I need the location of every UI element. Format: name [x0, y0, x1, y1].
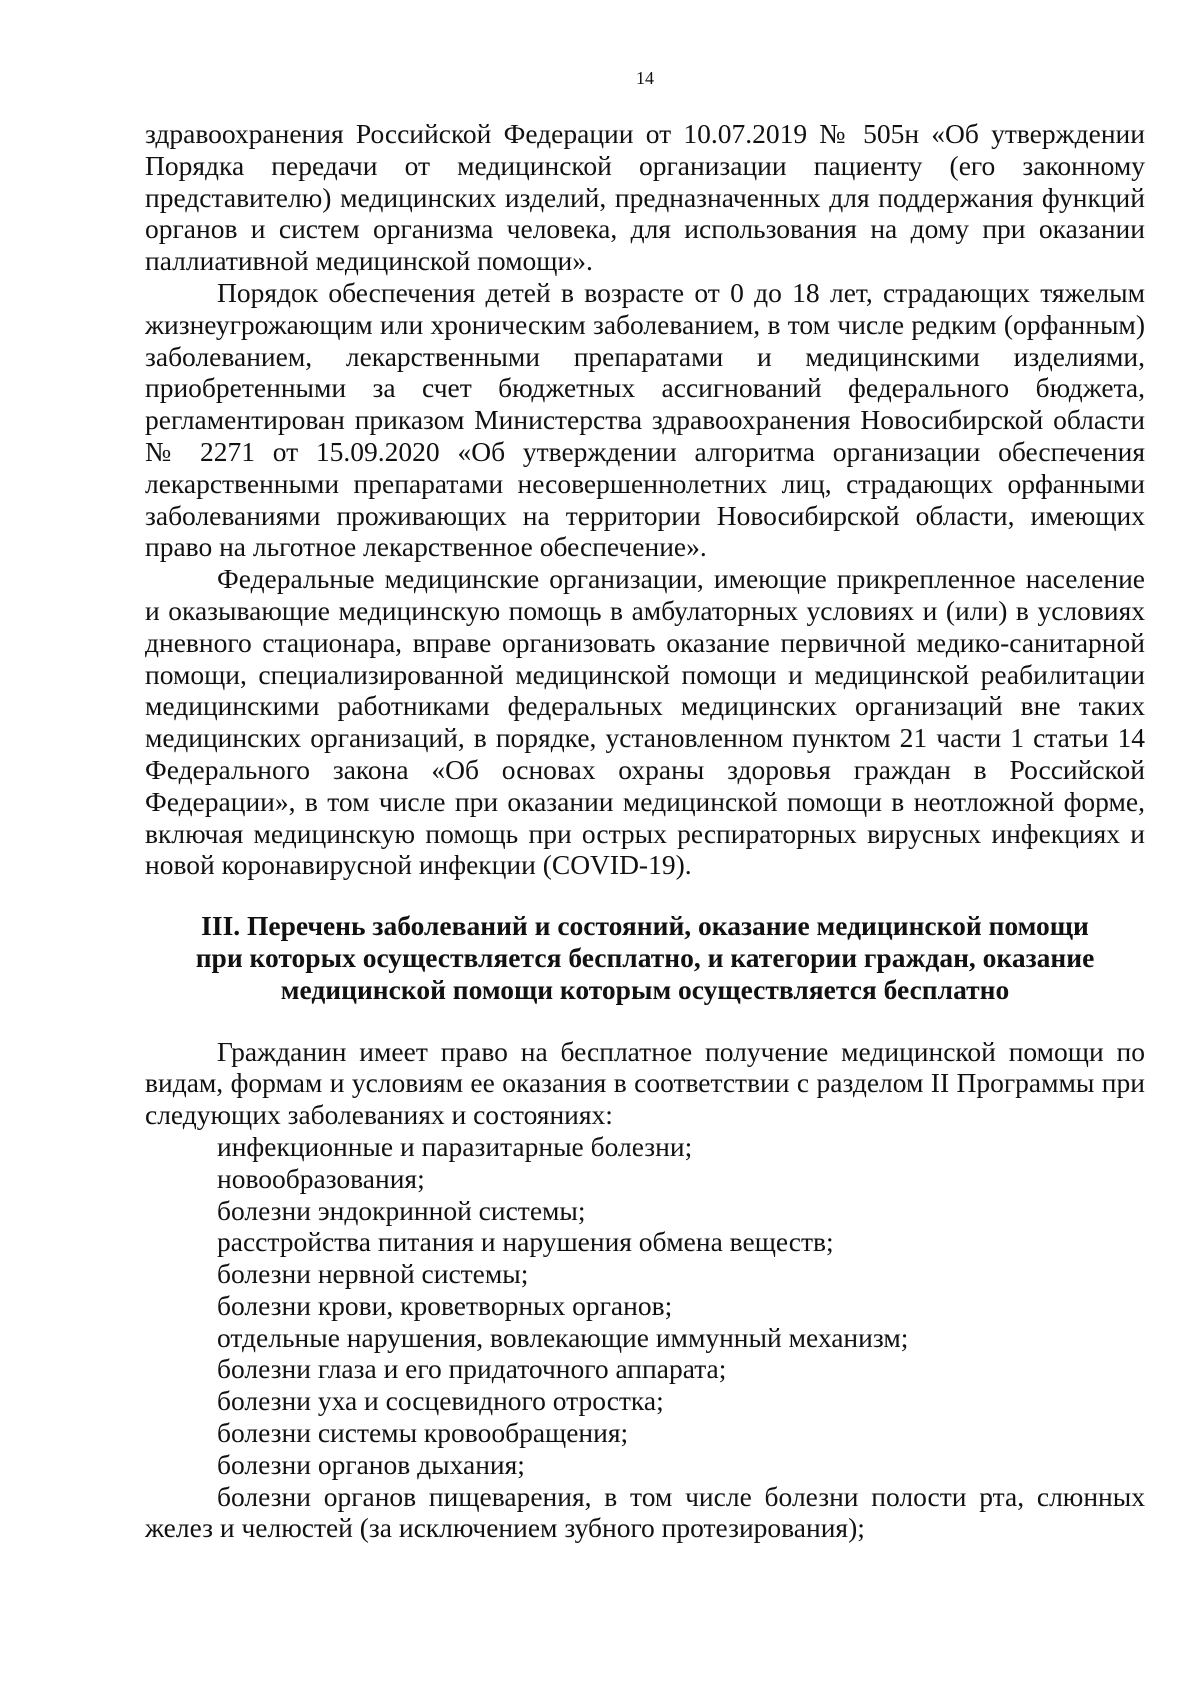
list-item: болезни эндокринной системы; — [217, 1194, 586, 1226]
document-page — [145, 60, 1145, 1544]
section-intro: Гражданин имеет право на бесплатное получение медицинской помощи по видам, формам и условиям ее оказания в соответствии с разделом II Программы при следующих заболеваниях и состояниях: — [145, 1035, 1145, 1131]
list-item: инфекционные и паразитарные болезни; — [217, 1130, 693, 1162]
list-item: болезни органов пищеварения, в том числе болезни полости рта, слюнных желез и челюстей (за исключением зубного протезирования); — [145, 1480, 1145, 1544]
list-item: болезни глаза и его придаточного аппарата; — [217, 1353, 727, 1385]
section-heading: III. Перечень заболеваний и состояний, оказание медицинской помощи при которых осуществляется бесплатно, и категории граждан, оказание медицинской помощи которым осуществляется бесплатно — [195, 910, 1095, 1005]
list-item: болезни крови, кроветворных органов; — [217, 1289, 673, 1321]
page-number: 14 — [636, 68, 654, 88]
list-item: болезни нервной системы; — [217, 1258, 529, 1290]
list-item: новообразования; — [217, 1162, 425, 1194]
disease-list — [145, 1131, 1145, 1544]
list-item: болезни системы кровообращения; — [217, 1417, 629, 1449]
list-item: расстройства питания и нарушения обмена веществ; — [217, 1226, 834, 1258]
list-item: отдельные нарушения, вовлекающие иммунный механизм; — [217, 1321, 909, 1353]
paragraph-federal-organizations: Федеральные медицинские организации, имеющие прикрепленное население и оказывающие медицинскую помощь в амбулаторных условиях и (или) в условиях дневного стационара, вправе организовать оказание первичной медико-санитарной помощи, специализированной медицинской помощи и медицинской реабилитации медицинскими работниками федеральных медицинских организаций вне таких медицинских организаций, в порядке, установленном пунктом 21 части 1 статьи 14 Федерального закона «Об основах охраны здоровья граждан в Российской Федерации», в том числе при оказании медицинской помощи в неотложной форме, включая медицинскую помощь при острых респираторных вирусных инфекциях и новой коронавирусной инфекции (COVID-19). — [145, 563, 1145, 881]
list-item: болезни уха и сосцевидного отростка; — [217, 1385, 664, 1417]
paragraph-continuation: здравоохранения Российской Федерации от 10.07.2019 № 505н «Об утверждении Порядка передачи от медицинской организации пациенту (его законному представителю) медицинских изделий, предназначенных для поддержания функций органов и систем организма человека, для использования на дому при оказании паллиативной медицинской помощи». — [145, 118, 1145, 277]
paragraph-children-provision: Порядок обеспечения детей в возрасте от 0 до 18 лет, страдающих тяжелым жизнеугрожающим или хроническим заболеванием, в том числе редким (орфанным) заболеванием, лекарственными препаратами и медицинскими изделиями, приобретенными за счет бюджетных ассигнований федерального бюджета, регламентирован приказом Министерства здравоохранения Новосибирской области № 2271 от 15.09.2020 «Об утверждении алгоритма организации обеспечения лекарственными препаратами несовершеннолетних лиц, страдающих орфанными заболеваниями проживающих на территории Новосибирской области, имеющих право на льготное лекарственное обеспечение». — [145, 276, 1145, 563]
list-item: болезни органов дыхания; — [217, 1448, 525, 1480]
